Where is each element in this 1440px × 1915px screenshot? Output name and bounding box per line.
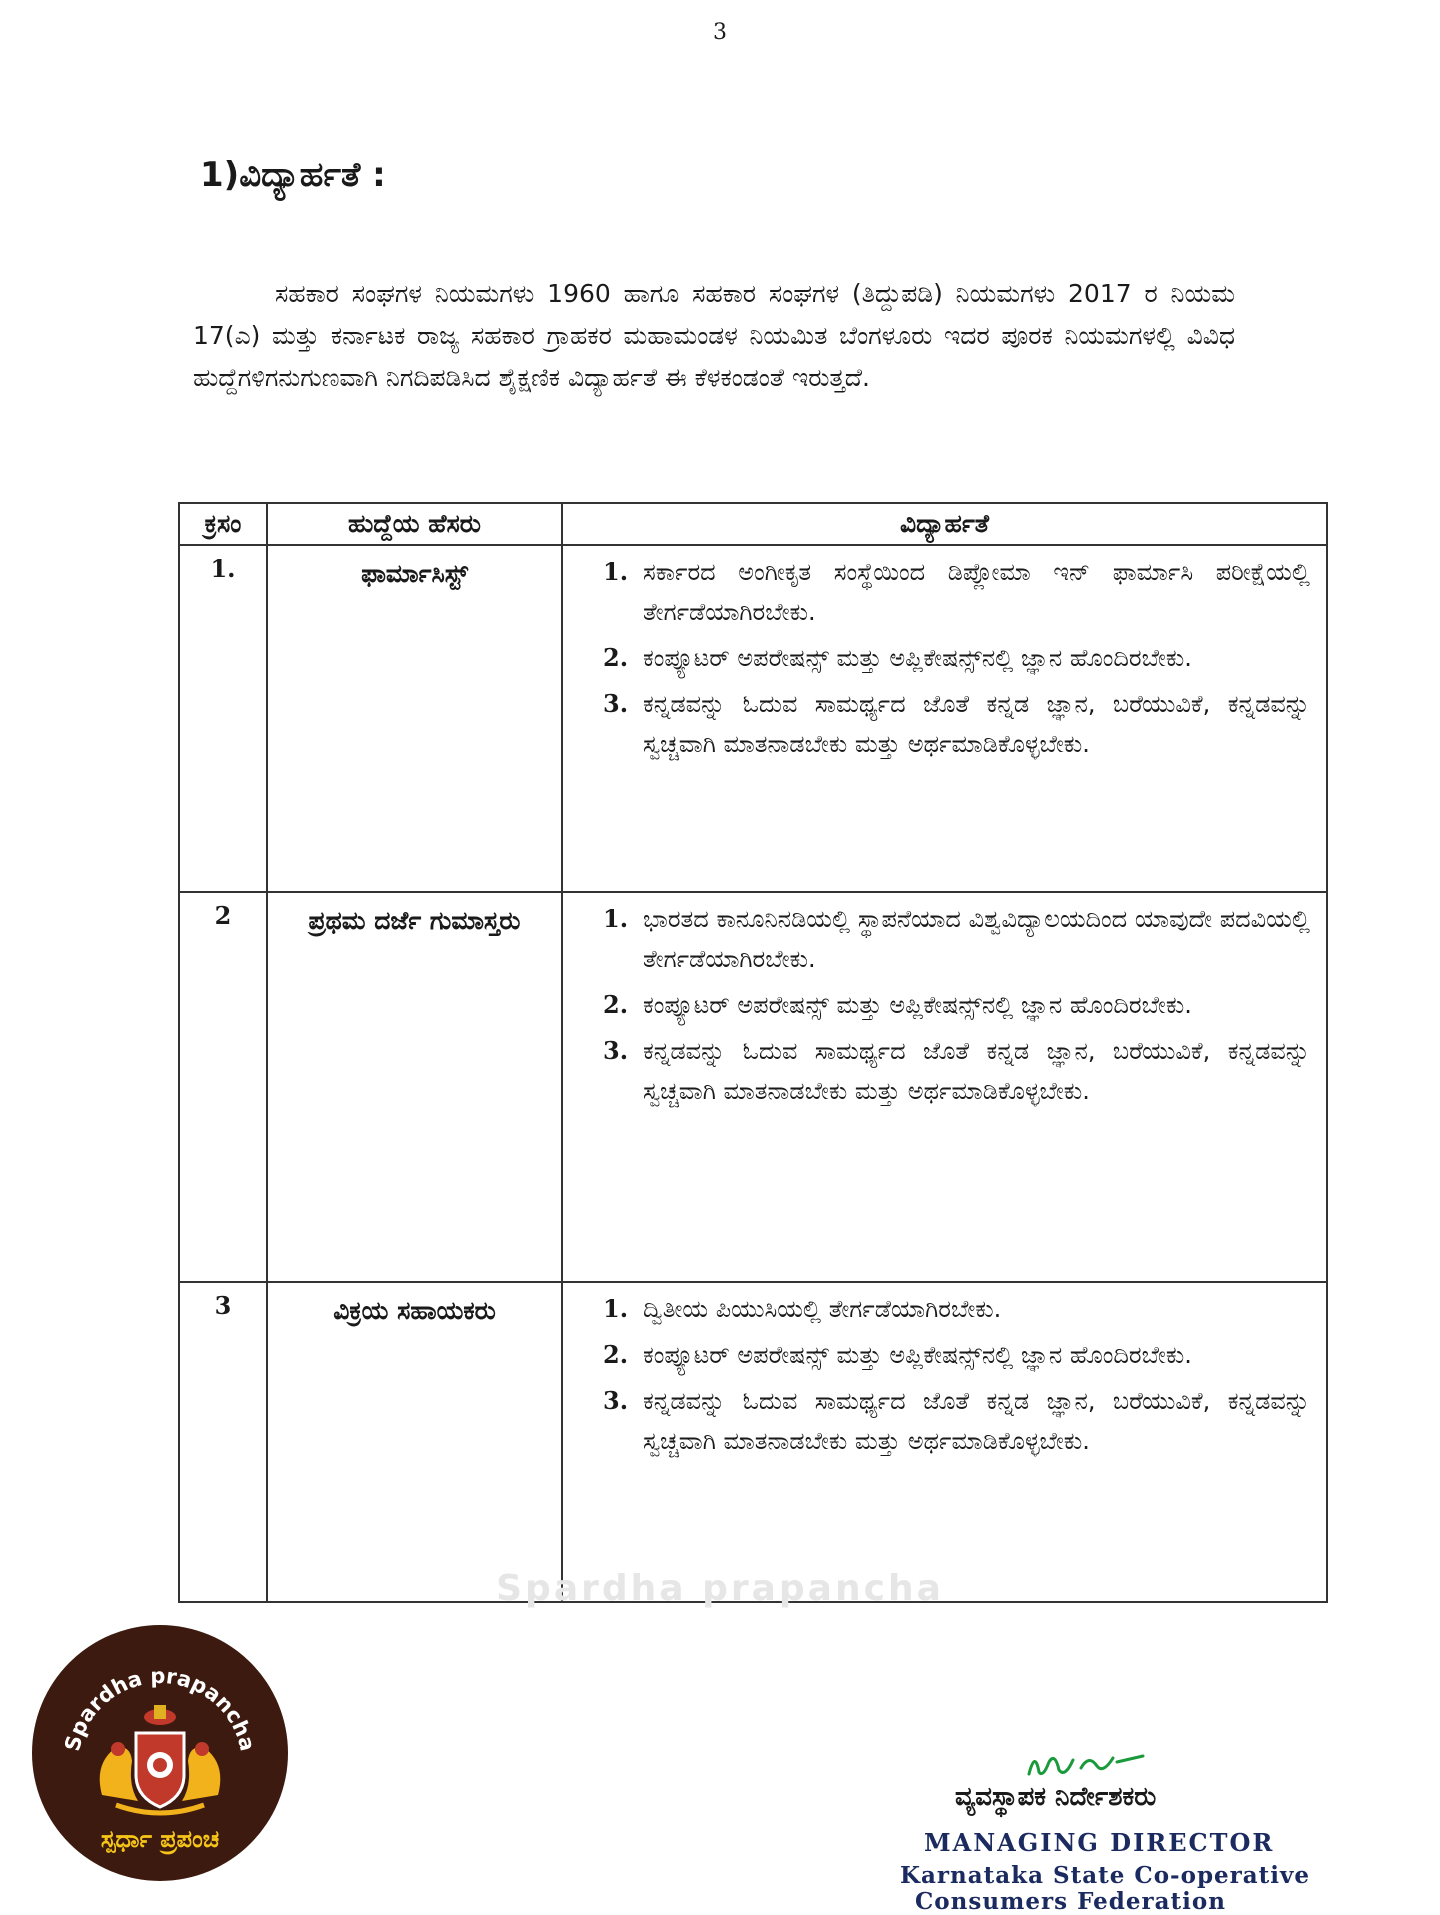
qualification-text: ಸರ್ಕಾರದ ಅಂಗೀಕೃತ ಸಂಸ್ಥೆಯಿಂದ ಡಿಪ್ಲೋಮಾ ಇನ್ ಫಾರ್ಮಾಸಿ ಪರೀಕ್ಷೆಯಲ್ಲಿ ತೇರ್ಗಡೆಯಾಗಿರಬೇಕು. [643, 558, 1310, 626]
qualification-text: ಕನ್ನಡವನ್ನು ಓದುವ ಸಾಮರ್ಥ್ಯದ ಜೊತೆ ಕನ್ನಡ ಜ್ಞಾನ, ಬರೆಯುವಿಕೆ, ಕನ್ನಡವನ್ನು ಸ್ವಚ್ಚವಾಗಿ ಮಾತನಾಡಬೇಕು ಮತ್ತು ಅರ್ಥಮಾಡಿಕೊಳ್ಳಬೇಕು. [643, 1387, 1310, 1455]
qualification-number: 1. [603, 904, 629, 933]
qualification-text: ಕಂಪ್ಯೂಟರ್ ಅಪರೇಷನ್ಸ್ ಮತ್ತು ಅಪ್ಲಿಕೇಷನ್ಸ್‌ನಲ್ಲಿ ಜ್ಞಾನ ಹೊಂದಿರಬೇಕು. [643, 1341, 1192, 1369]
qualification-text: ಕಂಪ್ಯೂಟರ್ ಅಪರೇಷನ್ಸ್ ಮತ್ತು ಅಪ್ಲಿಕೇಷನ್ಸ್‌ನಲ್ಲಿ ಜ್ಞಾನ ಹೊಂದಿರಬೇಕು. [643, 991, 1192, 1019]
qualification-item [603, 985, 1310, 1025]
row-post-name: ವಿಕ್ರಯ ಸಹಾಯಕರು [267, 1282, 562, 1602]
brand-logo [32, 1625, 288, 1881]
row-qualifications [562, 1282, 1327, 1602]
qualification-text: ಕನ್ನಡವನ್ನು ಓದುವ ಸಾಮರ್ಥ್ಯದ ಜೊತೆ ಕನ್ನಡ ಜ್ಞಾನ, ಬರೆಯುವಿಕೆ, ಕನ್ನಡವನ್ನು ಸ್ವಚ್ಚವಾಗಿ ಮಾತನಾಡಬೇಕು ಮತ್ತು ಅರ್ಥಮಾಡಿಕೊಳ್ಳಬೇಕು. [643, 690, 1310, 758]
table-row [179, 892, 1327, 1282]
row-qualifications [562, 892, 1327, 1282]
row-serial: 3 [179, 1282, 267, 1602]
row-serial: 1. [179, 545, 267, 892]
header-serial: ಕ್ರಸಂ [179, 503, 267, 545]
qualification-item [603, 1031, 1310, 1111]
qualification-number: 2. [603, 990, 629, 1019]
qualification-item [603, 1289, 1310, 1329]
organization-line-2: Consumers Federation [915, 1888, 1226, 1915]
qualification-item [603, 684, 1310, 764]
header-qualification: ವಿದ್ಯಾರ್ಹತೆ [562, 503, 1327, 545]
qualification-item [603, 638, 1310, 678]
row-post-name: ಪ್ರಥಮ ದರ್ಜೆ ಗುಮಾಸ್ತರು [267, 892, 562, 1282]
page-number: 3 [713, 20, 727, 45]
qualification-number: 1. [603, 557, 629, 586]
designation-english: MANAGING DIRECTOR [924, 1828, 1275, 1857]
watermark: Spardha prapancha [496, 1568, 944, 1609]
qualification-item [603, 899, 1310, 979]
logo-bottom-text: ಸ್ಪರ್ಧಾ ಪ್ರಪಂಚ [100, 1825, 220, 1853]
table-row [179, 545, 1327, 892]
intro-paragraph: ಸಹಕಾರ ಸಂಘಗಳ ನಿಯಮಗಳು 1960 ಹಾಗೂ ಸಹಕಾರ ಸಂಘಗಳ (ತಿದ್ದುಪಡಿ) ನಿಯಮಗಳು 2017 ರ ನಿಯಮ 17(ಎ) ಮತ್ತು ಕರ್ನಾಟಕ ರಾಜ್ಯ ಸಹಕಾರ ಗ್ರಾಹಕರ ಮಹಾಮಂಡಳ ನಿಯಮಿತ ಬೆಂಗಳೂರು ಇದರ ಪೂರಕ ನಿಯಮಗಳಲ್ಲಿ ವಿವಿಧ ಹುದ್ದೆಗಳಿಗನುಗುಣವಾಗಿ ನಿಗದಿಪಡಿಸಿದ ಶೈಕ್ಷಣಿಕ ವಿದ್ಯಾರ್ಹತೆ ಈ ಕೆಳಕಂಡಂತೆ ಇರುತ್ತದೆ. [193, 279, 1235, 392]
row-serial: 2 [179, 892, 267, 1282]
qualification-number: 2. [603, 1340, 629, 1369]
qualification-number: 3. [603, 1036, 629, 1065]
qualification-number: 3. [603, 1386, 629, 1415]
qualification-text: ದ್ವಿತೀಯ ಪಿಯುಸಿಯಲ್ಲಿ ತೇರ್ಗಡೆಯಾಗಿರಬೇಕು. [643, 1295, 1002, 1323]
signature [1025, 1748, 1155, 1782]
qualification-item [603, 1381, 1310, 1461]
organization-line-1: Karnataka State Co-operative [900, 1862, 1311, 1889]
qualification-table [178, 502, 1328, 1603]
table-row [179, 1282, 1327, 1602]
designation-kannada: ವ್ಯವಸ್ಥಾಪಕ ನಿರ್ದೇಶಕರು [955, 1782, 1157, 1812]
qualification-text: ಕನ್ನಡವನ್ನು ಓದುವ ಸಾಮರ್ಥ್ಯದ ಜೊತೆ ಕನ್ನಡ ಜ್ಞಾನ, ಬರೆಯುವಿಕೆ, ಕನ್ನಡವನ್ನು ಸ್ವಚ್ಚವಾಗಿ ಮಾತನಾಡಬೇಕು ಮತ್ತು ಅರ್ಥಮಾಡಿಕೊಳ್ಳಬೇಕು. [643, 1037, 1310, 1105]
row-post-name: ಫಾರ್ಮಾಸಿಸ್ಟ್ [267, 545, 562, 892]
qualification-item [603, 552, 1310, 632]
qualification-text: ಭಾರತದ ಕಾನೂನಿನಡಿಯಲ್ಲಿ ಸ್ಥಾಪನೆಯಾದ ವಿಶ್ವವಿದ್ಯಾಲಯದಿಂದ ಯಾವುದೇ ಪದವಿಯಲ್ಲಿ ತೇರ್ಗಡೆಯಾಗಿರಬೇಕು. [643, 905, 1310, 973]
logo-top-text: Spardha prapancha [60, 1663, 260, 1754]
header-post-name: ಹುದ್ದೆಯ ಹೆಸರು [267, 503, 562, 545]
qualification-number: 3. [603, 689, 629, 718]
section-heading: 1)ವಿದ್ಯಾರ್ಹತೆ : [200, 155, 386, 195]
qualification-text: ಕಂಪ್ಯೂಟರ್ ಅಪರೇಷನ್ಸ್ ಮತ್ತು ಅಪ್ಲಿಕೇಷನ್ಸ್‌ನಲ್ಲಿ ಜ್ಞಾನ ಹೊಂದಿರಬೇಕು. [643, 644, 1192, 672]
row-qualifications [562, 545, 1327, 892]
emblem-icon [32, 1625, 288, 1881]
qualification-item [603, 1335, 1310, 1375]
qualification-number: 2. [603, 643, 629, 672]
qualification-number: 1. [603, 1294, 629, 1323]
table-header-row [179, 503, 1327, 545]
